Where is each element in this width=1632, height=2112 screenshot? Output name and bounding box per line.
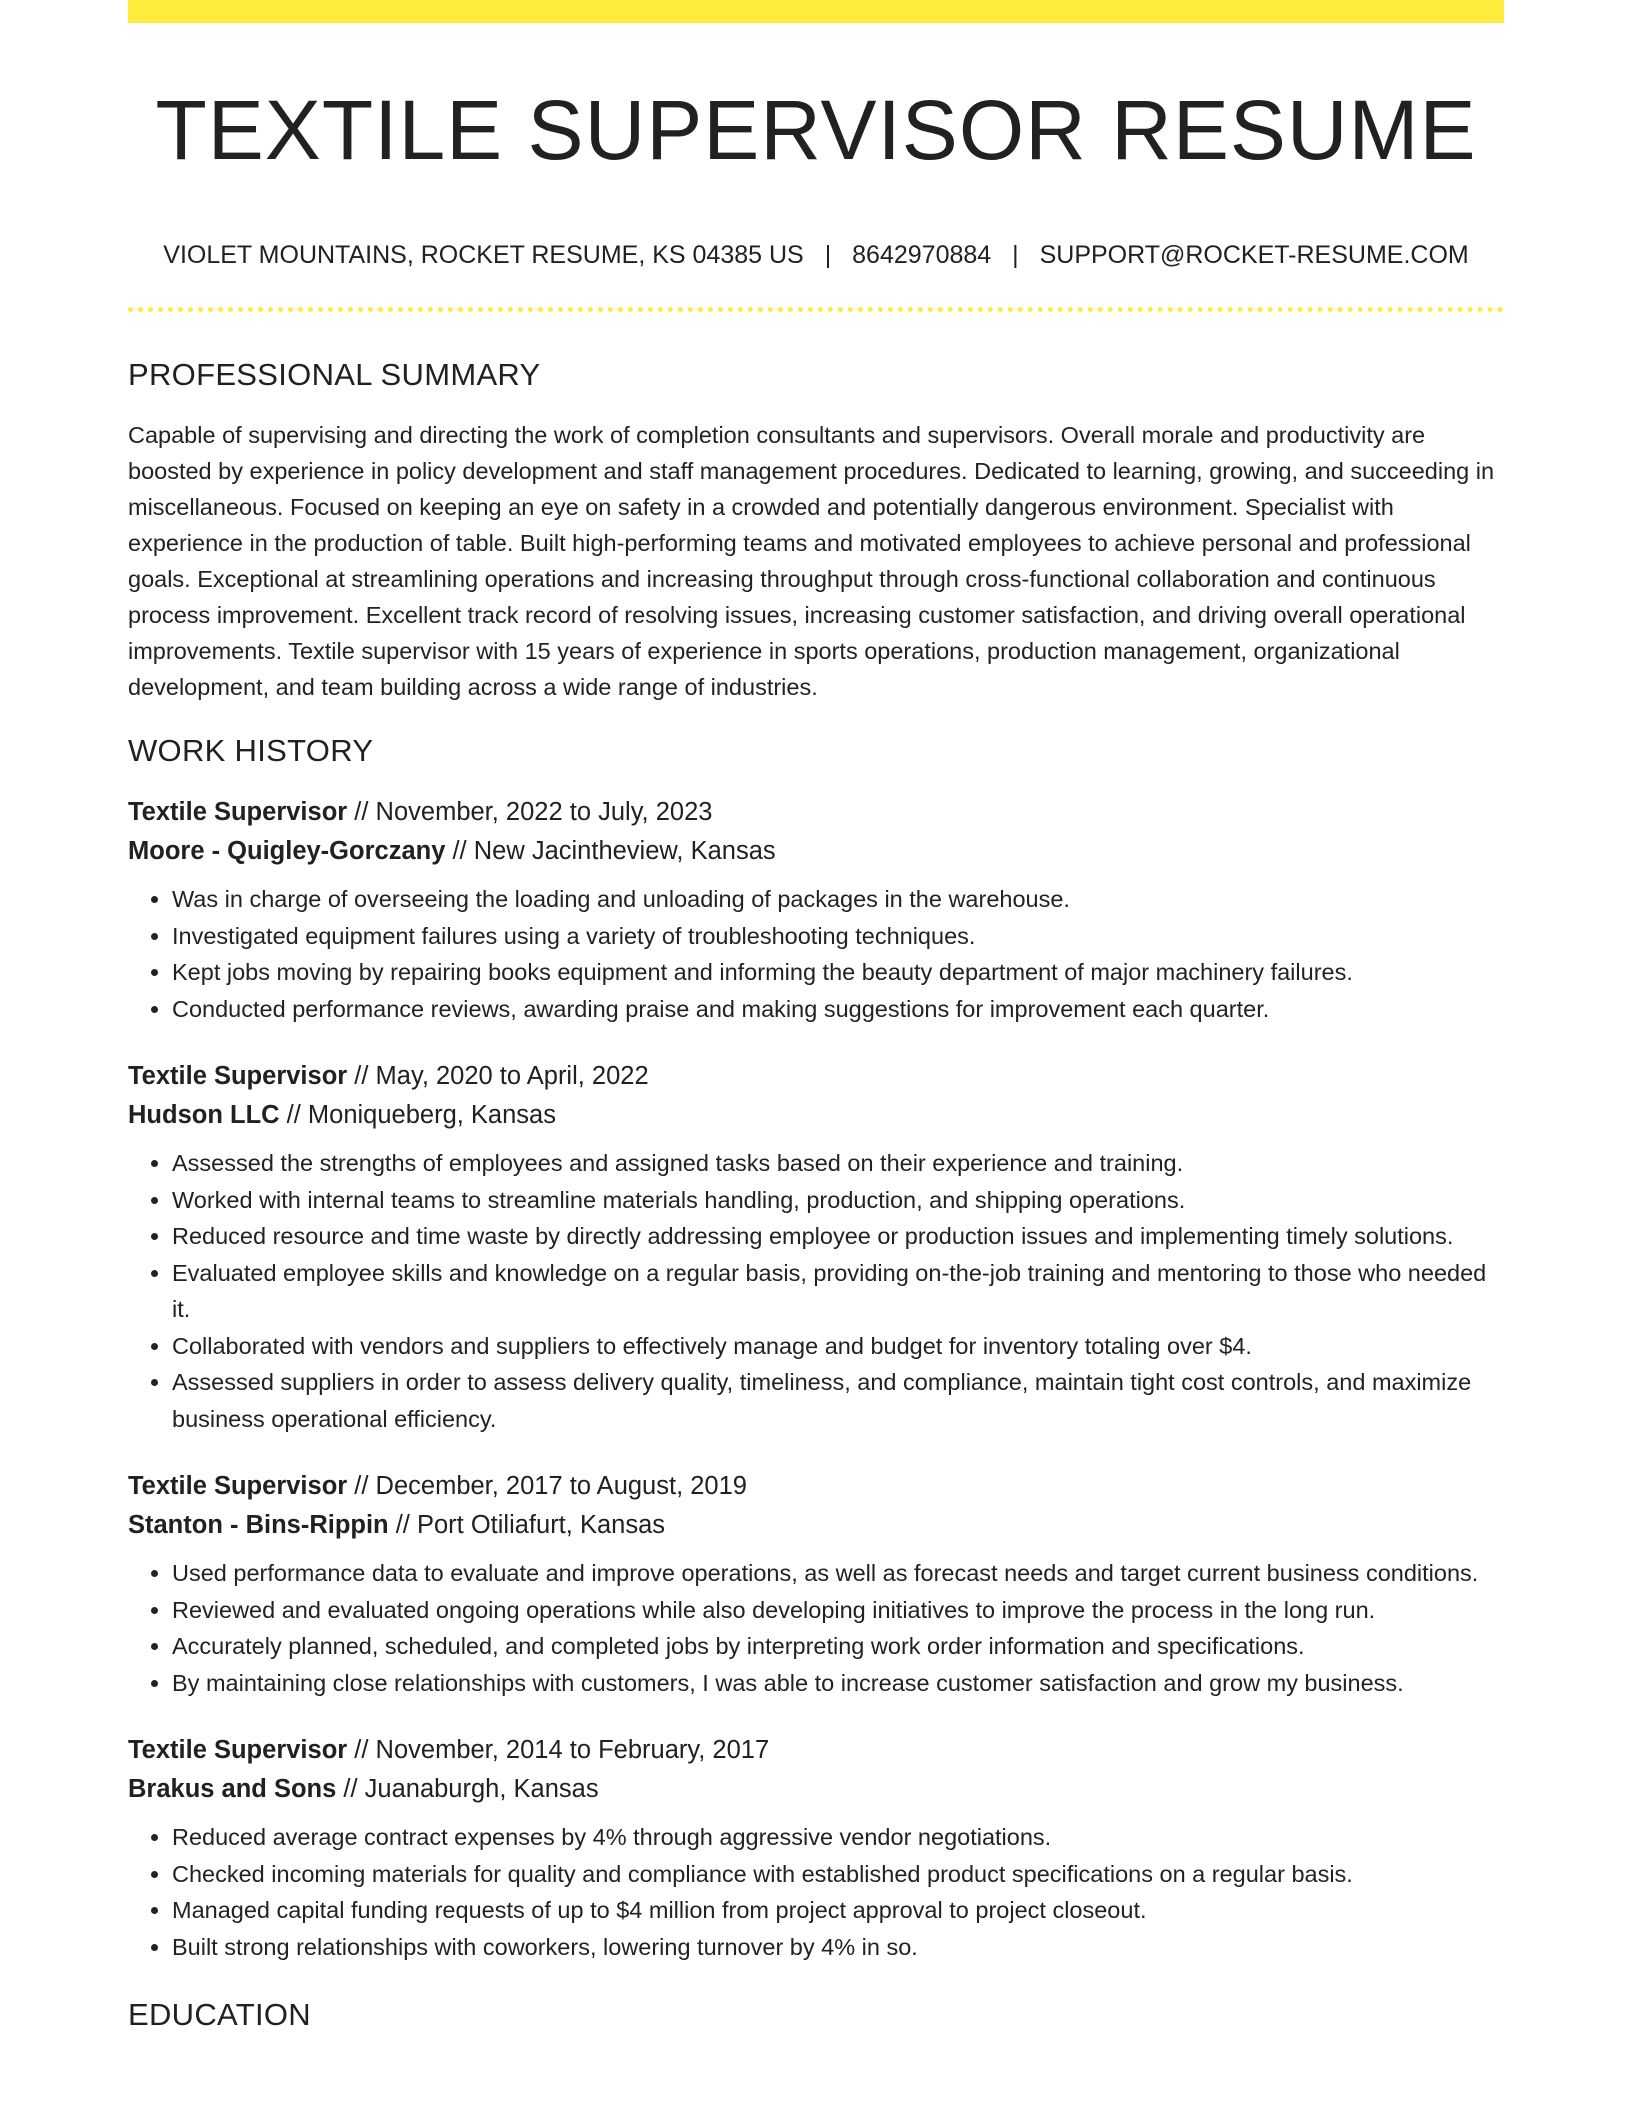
job-entry <box>128 1731 1504 1965</box>
work-history-section <box>128 731 1504 1965</box>
education-section <box>128 1995 1504 2035</box>
job-title: Textile Supervisor <box>128 1472 348 1500</box>
job-bullet: • Evaluated employee skills and knowledge on a regular basis, providing on-the-job training and mentoring to those who needed it. <box>172 1255 1504 1328</box>
job-bullet: • Reduced resource and time waste by directly addressing employee or production issues and implementing timely solutions. <box>172 1218 1504 1255</box>
job-bullet: • Was in charge of overseeing the loading and unloading of packages in the warehouse. <box>172 881 1504 918</box>
job-dates: // December, 2017 to August, 2019 <box>347 1472 747 1500</box>
job-bullet: • Reduced average contract expenses by 4% through aggressive vendor negotiations. <box>172 1819 1504 1856</box>
job-bullets <box>128 1555 1504 1701</box>
job-bullet: • By maintaining close relationships with customers, I was able to increase customer satisfaction and grow my business. <box>172 1665 1504 1702</box>
job-bullet: • Reviewed and evaluated ongoing operations while also developing initiatives to improve the process in the long run. <box>172 1592 1504 1629</box>
job-company-line <box>128 1506 1504 1545</box>
job-company: Hudson LLC <box>128 1101 280 1129</box>
job-company: Moore - Quigley-Gorczany <box>128 837 446 865</box>
job-bullet: • Used performance data to evaluate and improve operations, as well as forecast needs and target current business conditions. <box>172 1555 1504 1592</box>
contact-email: SUPPORT@ROCKET-RESUME.COM <box>1039 241 1469 269</box>
job-bullet: • Built strong relationships with coworkers, lowering turnover by 4% in so. <box>172 1929 1504 1966</box>
job-bullet: • Collaborated with vendors and suppliers to effectively manage and budget for inventory totaling over $4. <box>172 1328 1504 1365</box>
job-bullet: • Worked with internal teams to streamline materials handling, production, and shipping operations. <box>172 1182 1504 1219</box>
job-bullets <box>128 1145 1504 1437</box>
summary-heading: PROFESSIONAL SUMMARY <box>128 357 541 392</box>
job-bullet: • Checked incoming materials for quality and compliance with established product specifications on a regular basis. <box>172 1856 1504 1893</box>
education-heading: EDUCATION <box>128 1997 311 2032</box>
job-title: Textile Supervisor <box>128 798 348 826</box>
job-location: // New Jacintheview, Kansas <box>445 837 776 865</box>
job-title-line <box>128 1731 1504 1770</box>
job-bullets <box>128 881 1504 1027</box>
job-dates: // May, 2020 to April, 2022 <box>347 1062 649 1090</box>
contact-phone: 8642970884 <box>852 241 992 269</box>
job-dates: // November, 2022 to July, 2023 <box>347 798 713 826</box>
summary-text: Capable of supervising and directing the work of completion consultants and supervisors. Overall morale and productivity are boosted by experience in policy development and staff management procedures. Dedicated to learning, growing, and succeeding in miscellaneous. Focused on keeping an eye on safety in a crowded and potentially dangerous environment. Specialist with experience in the production of table. Built high-performing teams and motivated employees to achieve personal and professional goals. Exceptional at streamlining operations and increasing throughput through cross-functional collaboration and continuous process improvement. Excellent track record of resolving issues, increasing customer satisfaction, and driving overall operational improvements. Textile supervisor with 15 years of experience in sports operations, production management, organizational development, and team building across a wide range of industries. <box>128 422 1495 700</box>
job-bullet: • Kept jobs moving by repairing books equipment and informing the beauty department of major machinery failures. <box>172 954 1504 991</box>
job-entry <box>128 793 1504 1027</box>
dotted-divider <box>128 307 1504 312</box>
job-company-line <box>128 832 1504 871</box>
summary-section <box>128 355 1504 705</box>
job-company-line <box>128 1770 1504 1809</box>
job-company-line <box>128 1096 1504 1135</box>
resume-content <box>128 355 1504 2057</box>
job-bullet: • Assessed the strengths of employees and assigned tasks based on their experience and training. <box>172 1145 1504 1182</box>
job-bullet: • Managed capital funding requests of up to $4 million from project approval to project closeout. <box>172 1892 1504 1929</box>
work-history-heading: WORK HISTORY <box>128 733 374 768</box>
contact-separator: | <box>824 241 832 269</box>
job-entry <box>128 1467 1504 1701</box>
job-entry <box>128 1057 1504 1437</box>
job-title-line <box>128 1057 1504 1096</box>
job-bullet: • Conducted performance reviews, awarding praise and making suggestions for improvement each quarter. <box>172 991 1504 1028</box>
contact-separator: | <box>1012 241 1019 269</box>
job-location: // Port Otiliafurt, Kansas <box>388 1511 665 1539</box>
job-company: Stanton - Bins-Rippin <box>128 1511 389 1539</box>
job-location: // Juanaburgh, Kansas <box>336 1775 599 1803</box>
job-title: Textile Supervisor <box>128 1062 348 1090</box>
resume-page <box>128 0 1504 2112</box>
contact-line <box>128 238 1504 272</box>
job-title-line <box>128 793 1504 832</box>
job-bullet: • Investigated equipment failures using a variety of troubleshooting techniques. <box>172 918 1504 955</box>
job-dates: // November, 2014 to February, 2017 <box>347 1736 770 1764</box>
job-bullet: • Assessed suppliers in order to assess delivery quality, timeliness, and compliance, maintain tight cost controls, and maximize business operational efficiency. <box>172 1364 1504 1437</box>
contact-address: VIOLET MOUNTAINS, ROCKET RESUME, KS 04385 US <box>163 241 804 269</box>
job-bullets <box>128 1819 1504 1965</box>
job-company: Brakus and Sons <box>128 1775 337 1803</box>
job-location: // Moniqueberg, Kansas <box>279 1101 556 1129</box>
job-title: Textile Supervisor <box>128 1736 348 1764</box>
top-accent-bar <box>128 0 1504 23</box>
job-bullet: • Accurately planned, scheduled, and completed jobs by interpreting work order information and specifications. <box>172 1628 1504 1665</box>
resume-title: TEXTILE SUPERVISOR RESUME <box>155 83 1477 177</box>
job-title-line <box>128 1467 1504 1506</box>
